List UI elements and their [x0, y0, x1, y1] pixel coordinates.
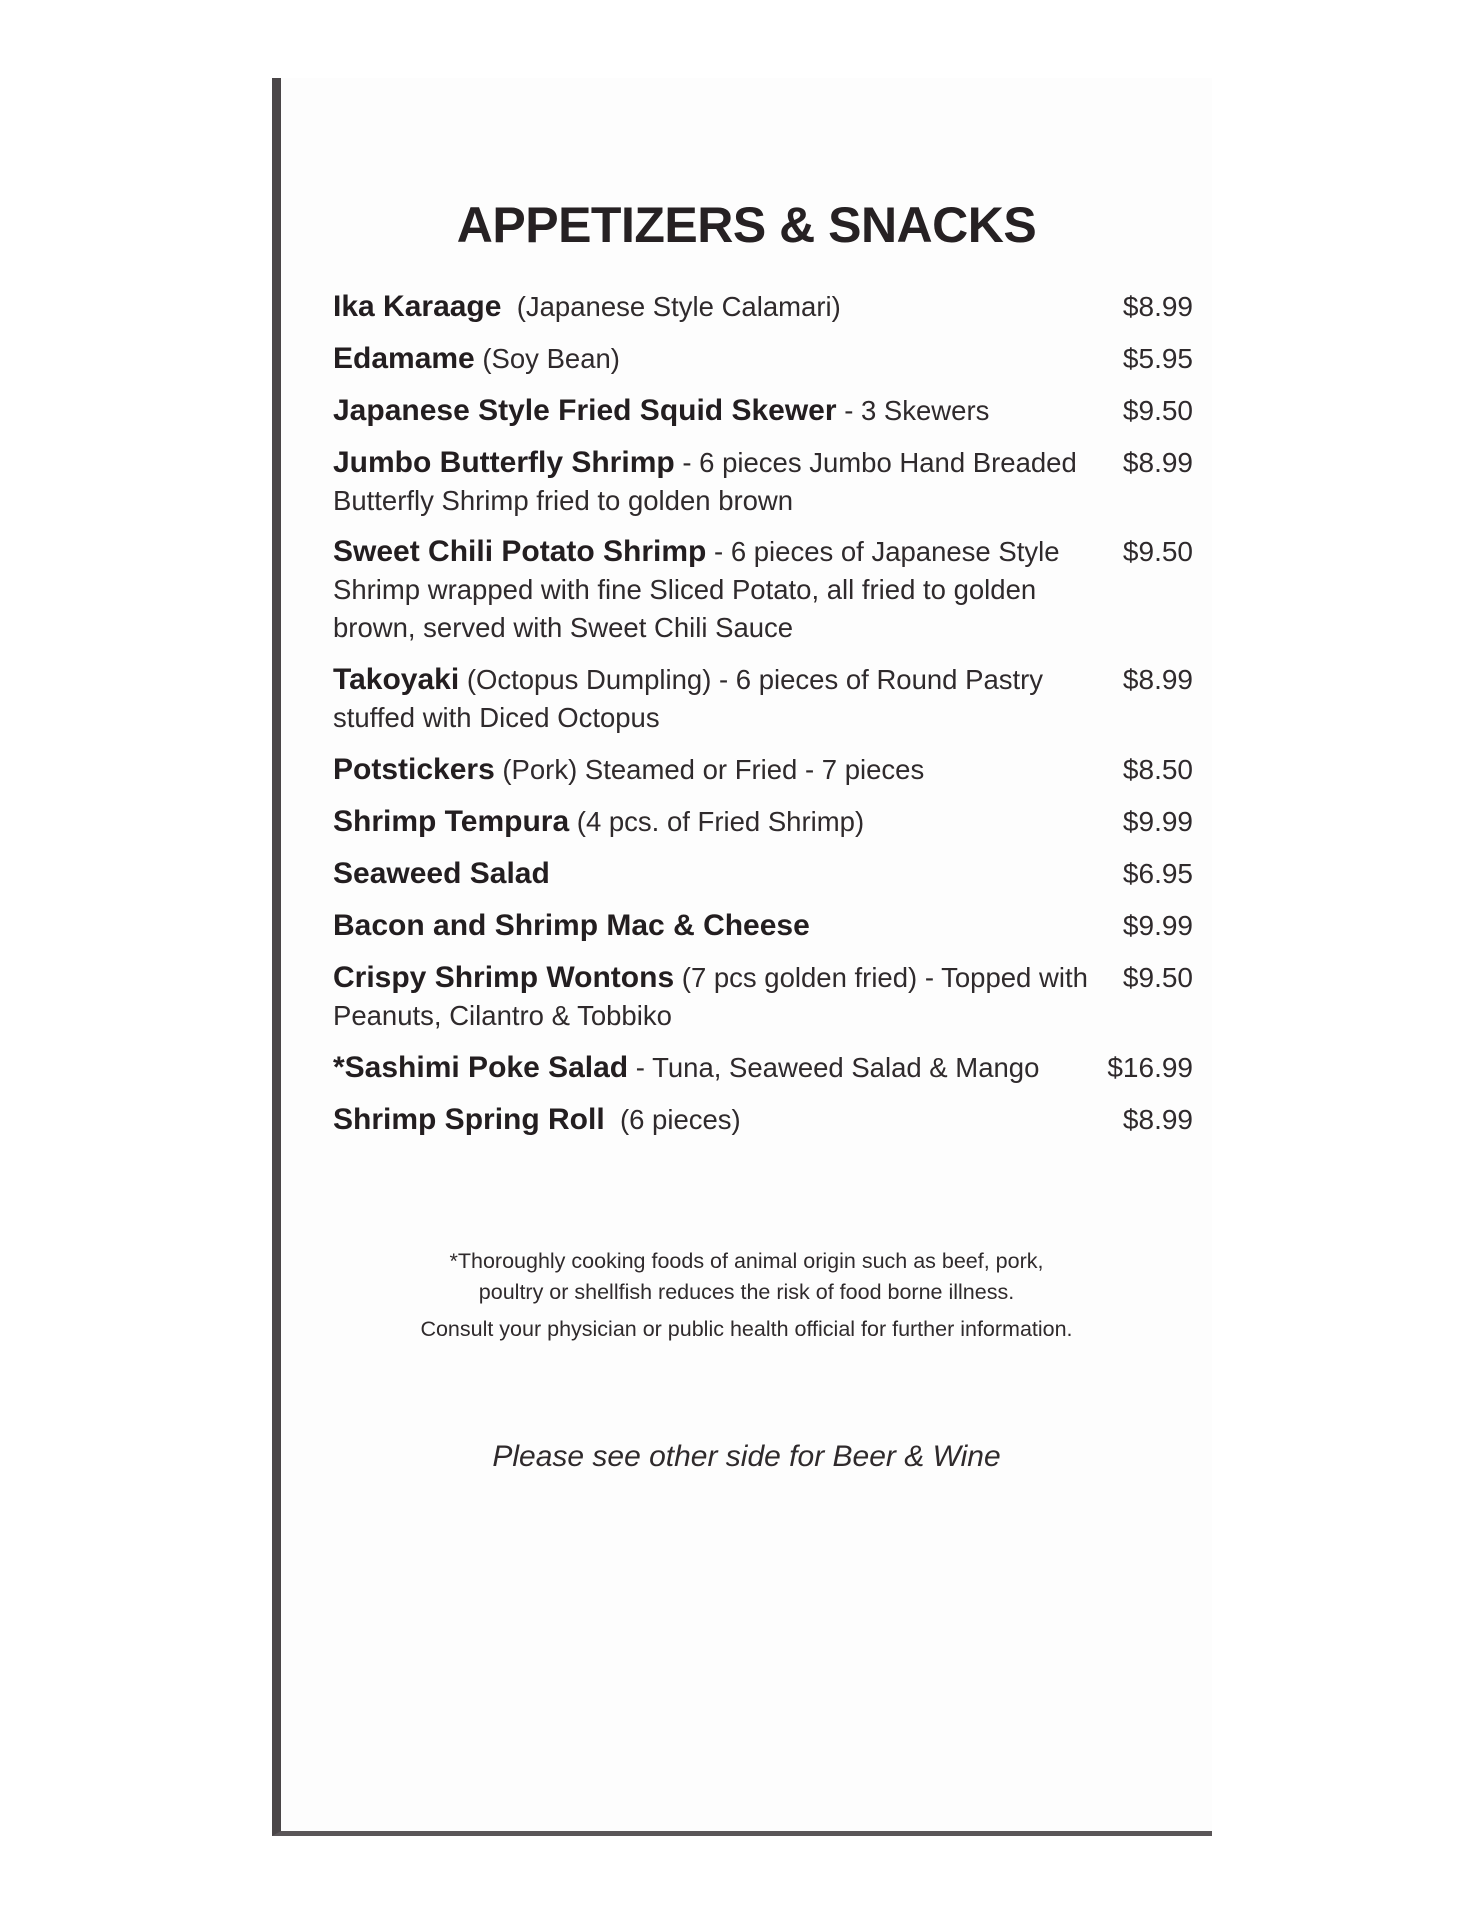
- menu-item-name: Shrimp Tempura: [333, 805, 570, 838]
- notice-line: *Thoroughly cooking foods of animal origin such as beef, pork,: [449, 1249, 1044, 1273]
- menu-item: [333, 959, 1193, 1035]
- menu-item: [333, 803, 1193, 841]
- menu-item-text: [333, 855, 1093, 893]
- menu-item-desc: - 6 pieces of Japanese Style Shrimp wrapped with fine Sliced Potato, all fried to golden brown, served with Sweet Chili Sauce: [333, 536, 1060, 643]
- menu-item-price: $16.99: [1107, 1052, 1193, 1083]
- menu-item-price: $9.99: [1122, 806, 1193, 837]
- menu-item-price: $9.50: [1122, 395, 1193, 426]
- menu-item-name: Bacon and Shrimp Mac & Cheese: [333, 909, 810, 942]
- menu-item-price: $8.99: [1122, 291, 1193, 322]
- menu-item-name: Jumbo Butterfly Shrimp: [333, 446, 675, 479]
- menu-item-text: [333, 751, 1093, 789]
- menu-item-name: *Sashimi Poke Salad: [333, 1051, 629, 1084]
- menu-item-text: [333, 392, 1093, 430]
- menu-item-price: $9.50: [1122, 962, 1193, 993]
- food-safety-notice: [281, 1246, 1212, 1345]
- menu-item-name: Edamame: [333, 342, 475, 375]
- menu-item-price: $5.95: [1122, 343, 1193, 374]
- menu-item-text: [333, 907, 1093, 945]
- menu-item-text: [333, 959, 1093, 1035]
- menu-item-desc: (6 pieces): [619, 1104, 741, 1135]
- menu-item-price: $9.99: [1122, 910, 1193, 941]
- menu-item: [333, 533, 1193, 647]
- menu-item-desc: (Pork) Steamed or Fried - 7 pieces: [502, 754, 925, 785]
- menu-item-text: [333, 533, 1093, 647]
- menu-item-price: $8.99: [1122, 1104, 1193, 1135]
- menu-item-desc: (Soy Bean): [482, 343, 620, 374]
- menu-item-text: [333, 288, 1093, 326]
- menu-item: [333, 340, 1193, 378]
- menu-item: [333, 855, 1193, 893]
- menu-item-desc: - 6 pieces Jumbo Hand Breaded Butterfly Shrimp fried to golden brown: [333, 447, 1077, 516]
- menu-item-name: Shrimp Spring Roll: [333, 1103, 605, 1136]
- menu-item-desc: (7 pcs golden fried) - Topped with Peanuts, Cilantro & Tobbiko: [333, 962, 1088, 1031]
- menu-card: [272, 78, 1212, 1836]
- menu-item-price: $6.95: [1122, 858, 1193, 889]
- menu-item: [333, 288, 1193, 326]
- menu-item-desc: - Tuna, Seaweed Salad & Mango: [635, 1052, 1040, 1083]
- menu-item-price: $9.50: [1122, 536, 1193, 567]
- menu-item: [333, 907, 1193, 945]
- menu-item-text: [333, 444, 1093, 520]
- notice-line: poultry or shellfish reduces the risk of food borne illness.: [478, 1280, 1015, 1304]
- menu-item-name: Japanese Style Fried Squid Skewer: [333, 394, 837, 427]
- menu-item: [333, 444, 1193, 520]
- menu-item: [333, 751, 1193, 789]
- menu-item-desc: (4 pcs. of Fried Shrimp): [576, 806, 865, 837]
- menu-item-text: [333, 340, 1093, 378]
- menu-item-price: $8.99: [1122, 664, 1193, 695]
- menu-item-name: Ika Karaage: [333, 290, 502, 323]
- menu-item-name: Crispy Shrimp Wontons: [333, 961, 675, 994]
- menu-item: [333, 392, 1193, 430]
- menu-item-name: Takoyaki: [333, 663, 460, 696]
- menu-item: [333, 1101, 1193, 1139]
- menu-item-text: [333, 1049, 1093, 1087]
- menu-item-name: Sweet Chili Potato Shrimp: [333, 535, 707, 568]
- menu-item-desc: - 3 Skewers: [844, 395, 990, 426]
- menu-item-name: Seaweed Salad: [333, 857, 550, 890]
- menu-item: [333, 1049, 1193, 1087]
- menu-item-name: Potstickers: [333, 753, 495, 786]
- menu-item-text: [333, 803, 1093, 841]
- menu-item-text: [333, 1101, 1093, 1139]
- menu-title: APPETIZERS & SNACKS: [456, 197, 1037, 253]
- menu-item-price: $8.99: [1122, 447, 1193, 478]
- menu-item: [333, 661, 1193, 737]
- menu-item-price: $8.50: [1122, 754, 1193, 785]
- menu-item-text: [333, 661, 1093, 737]
- notice-line: Consult your physician or public health official for further information.: [420, 1317, 1073, 1341]
- menu-item-desc: (Octopus Dumpling) - 6 pieces of Round Pastry stuffed with Diced Octopus: [333, 664, 1044, 733]
- menu-item-desc: (Japanese Style Calamari): [516, 291, 841, 322]
- footer-note: Please see other side for Beer & Wine: [492, 1440, 1001, 1473]
